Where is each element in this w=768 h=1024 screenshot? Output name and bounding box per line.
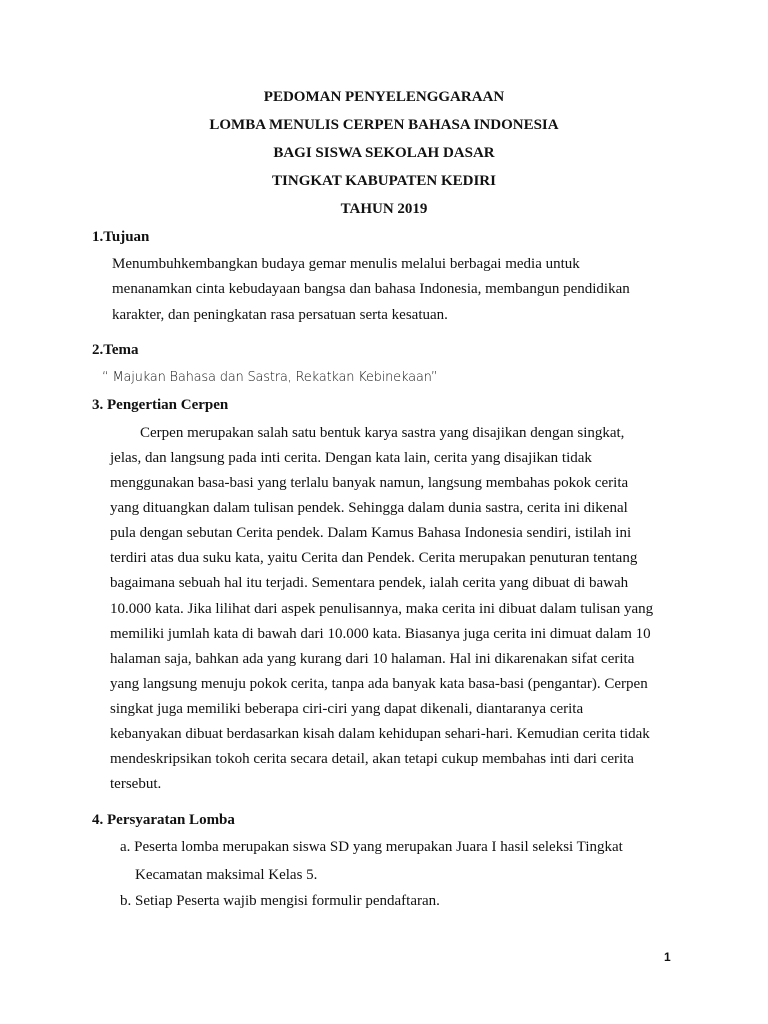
section-1-line: menanamkan cinta kebudayaan bangsa dan bahasa Indonesia, membangun pendidikan <box>112 281 630 297</box>
requirement-a-continued: Kecamatan maksimal Kelas 5. <box>135 867 318 883</box>
title-line-3: BAGI SISWA SEKOLAH DASAR <box>273 145 495 161</box>
section-3-line: mendeskripsikan tokoh cerita secara detail, akan tetapi cukup membahas inti dari cerita <box>110 751 634 767</box>
section-3-line: terdiri atas dua suku kata, yaitu Cerita dan Pendek. Cerita merupakan penuturan tentang <box>110 550 638 566</box>
section-3-line: jelas, dan langsung pada inti cerita. Dengan kata lain, cerita yang disajikan tidak <box>110 450 592 466</box>
section-3-line: pula dengan sebutan Cerita pendek. Dalam Kamus Bahasa Indonesia sendiri, istilah ini <box>110 525 632 541</box>
section-4-heading: 4. Persyaratan Lomba <box>92 812 235 828</box>
title-line-4: TINGKAT KABUPATEN KEDIRI <box>272 173 496 189</box>
section-1-line: karakter, dan peningkatan rasa persatuan serta kesatuan. <box>112 307 448 323</box>
section-2-heading: 2.Tema <box>92 342 139 358</box>
title-line-1: PEDOMAN PENYELENGGARAAN <box>263 89 505 105</box>
title-line-5: TAHUN 2019 <box>340 201 428 217</box>
section-3-line: menggunakan basa-basi yang terlalu banyak namun, langsung membahas pokok cerita <box>110 475 629 491</box>
section-3-line: kebanyakan dibuat berdasarkan kisah dalam kehidupan sehari-hari. Kemudian cerita tidak <box>110 726 650 742</box>
section-3-line: singkat juga memiliki beberapa ciri-ciri yang dapat dikenali, diantaranya cerita <box>110 701 584 717</box>
theme-text: “ Majukan Bahasa dan Sastra, Rekatkan Kebinekaan” <box>102 370 438 385</box>
section-3-line: bagaimana sebuah hal itu terjadi. Sementara pendek, ialah cerita yang dibuat di bawah <box>110 575 629 591</box>
page-number: 1 <box>664 950 671 964</box>
section-3-line: tersebut. <box>110 776 162 792</box>
section-3-line: halaman saja, bahkan ada yang kurang dari 10 halaman. Hal ini dikarenakan sifat cerita <box>110 651 635 667</box>
section-1-line: Menumbuhkembangkan budaya gemar menulis melalui berbagai media untuk <box>112 256 580 272</box>
section-1-heading: 1.Tujuan <box>92 229 150 245</box>
section-3-line: 10.000 kata. Jika lilihat dari aspek penulisannya, maka cerita ini dibuat dalam tulisan yang <box>110 601 654 617</box>
requirement-b: b. Setiap Peserta wajib mengisi formulir pendaftaran. <box>120 893 440 909</box>
section-3-line: yang dituangkan dalam tulisan pendek. Sehingga dalam dunia sastra, cerita ini dikenal <box>110 500 628 516</box>
title-line-2: LOMBA MENULIS CERPEN BAHASA INDONESIA <box>209 117 559 133</box>
section-3-line: memiliki jumlah kata di bawah dari 10.000 kata. Biasanya juga cerita ini dimuat dalam 10 <box>110 626 651 642</box>
section-3-line: yang langsung menuju pokok cerita, tanpa ada banyak kata basa-basi (pengantar). Cerpen <box>110 676 648 692</box>
section-3-heading: 3. Pengertian Cerpen <box>92 397 229 413</box>
requirement-a: a. Peserta lomba merupakan siswa SD yang merupakan Juara I hasil seleksi Tingkat <box>120 839 623 855</box>
section-3-line: Cerpen merupakan salah satu bentuk karya sastra yang disajikan dengan singkat, <box>140 425 625 441</box>
